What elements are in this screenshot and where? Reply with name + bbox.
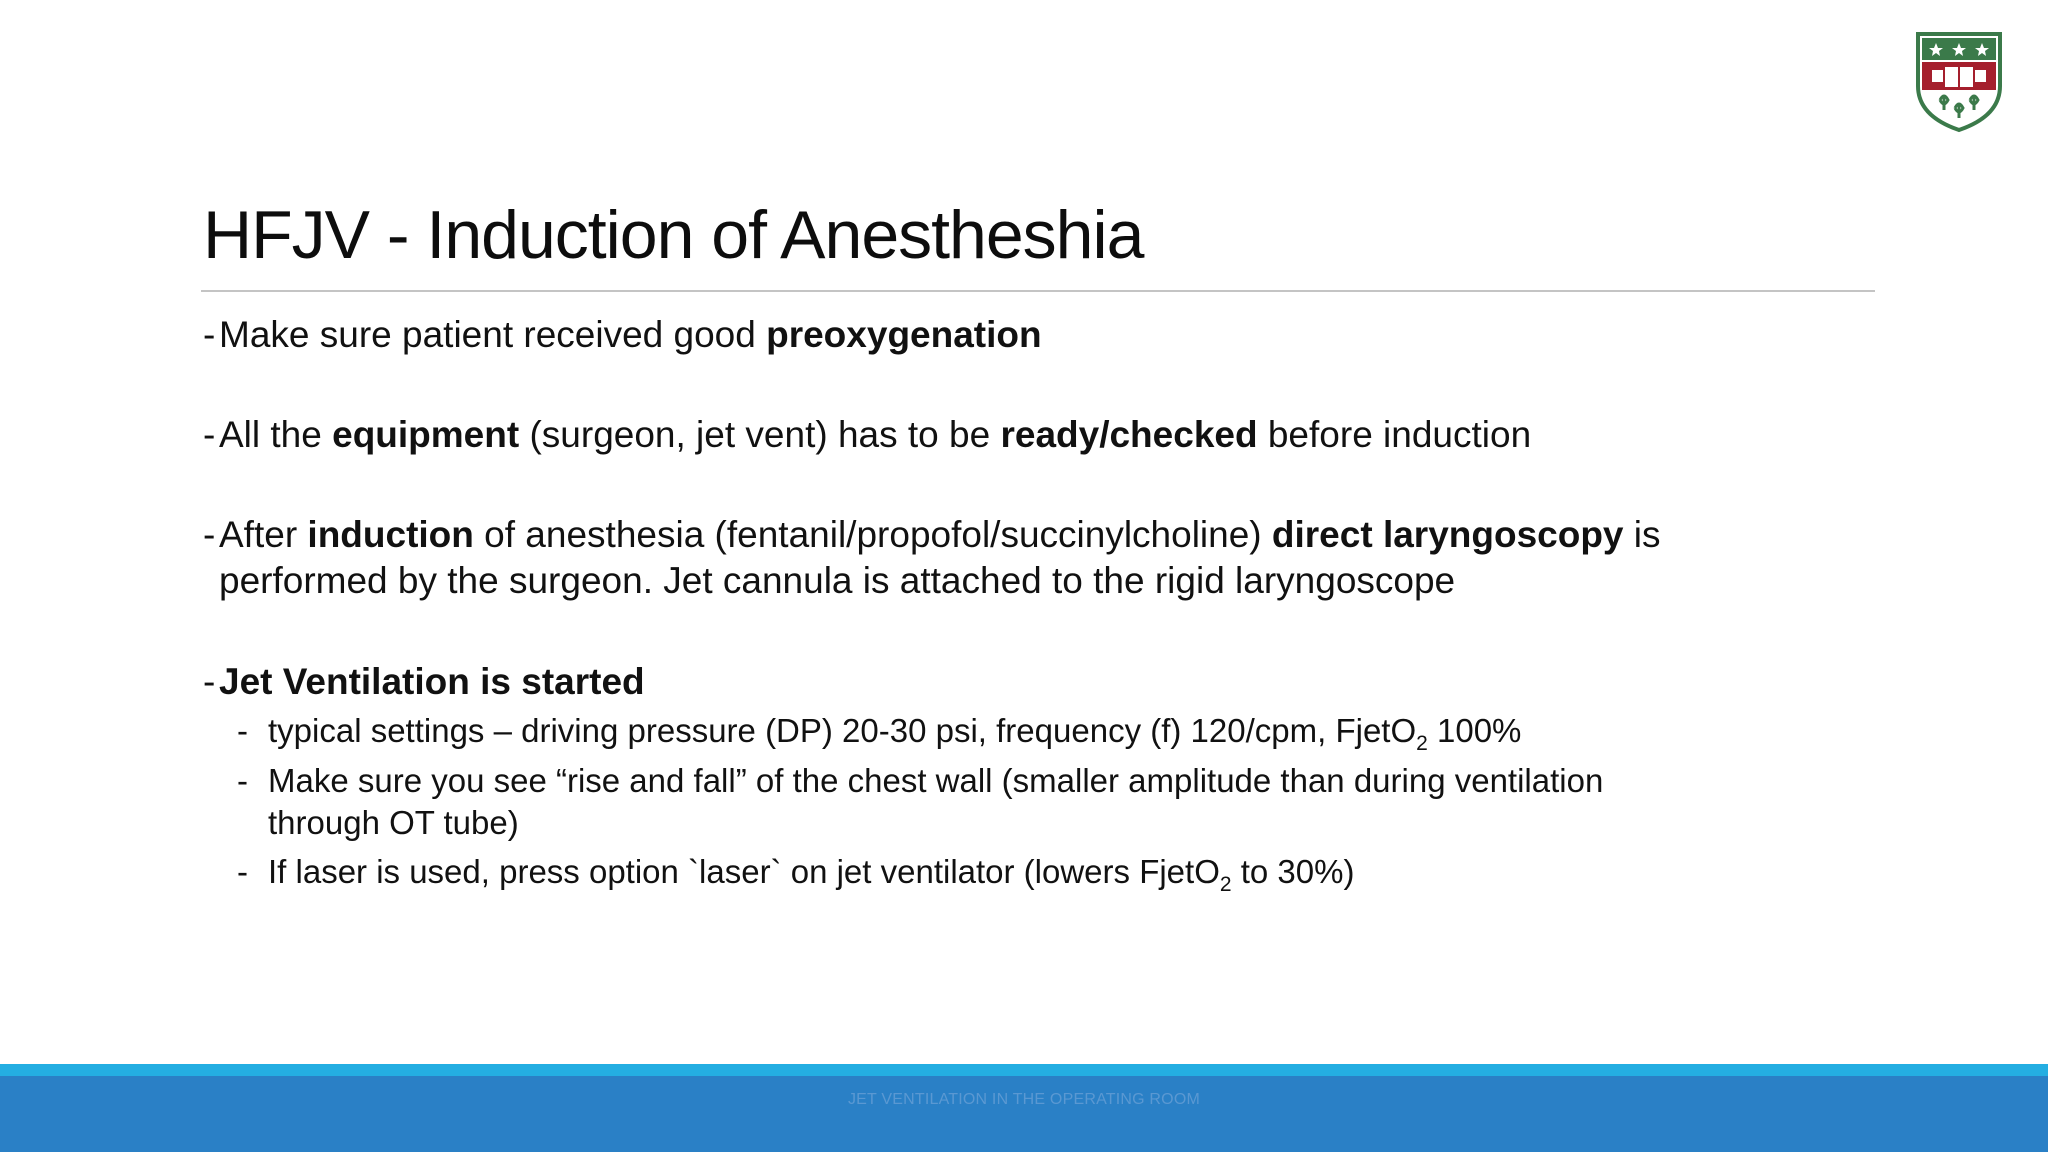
bullet-emphasis: preoxygenation (766, 314, 1042, 355)
bullet-emphasis: direct laryngoscopy (1271, 514, 1624, 555)
subbullet-dash: - (237, 712, 248, 749)
bullet-emphasis: induction (307, 514, 474, 555)
bullet-text: (surgeon, jet vent) has to be (519, 414, 1001, 455)
bullet-text: After (219, 514, 308, 555)
bullet-text: is (1623, 514, 1661, 555)
bullet-dash: - (203, 314, 216, 355)
subbullet-dash: - (237, 853, 248, 890)
subbullet-text: Make sure you see “rise and fall” of the chest wall (smaller amplitude than during ventilation (268, 762, 1604, 799)
subbullet-text: typical settings – driving pressure (DP) 20-30 psi, frequency (f) 120/cpm, FjetO (268, 712, 1417, 749)
bullet-jet-ventilation (203, 659, 645, 705)
subbullet-continuation: through OT tube) (268, 804, 519, 841)
bullet-dash: - (203, 514, 216, 555)
subscript: 2 (1416, 732, 1428, 755)
bullet-preoxygenation (203, 312, 1042, 358)
bullet-emphasis: equipment (332, 414, 520, 455)
subbullet-rise-and-fall (237, 760, 1603, 844)
bullet-continuation: performed by the surgeon. Jet cannula is attached to the rigid laryngoscope (219, 560, 1456, 601)
subbullet-text: If laser is used, press option `laser` on jet ventilator (lowers FjetO (268, 853, 1220, 890)
subbullet-text: 100% (1427, 712, 1522, 749)
bullet-text: Make sure patient received good (219, 314, 767, 355)
subbullet-typical-settings (237, 710, 1522, 755)
footer-accent-stripe (0, 1064, 2048, 1076)
subbullet-text: to 30%) (1231, 853, 1355, 890)
bullet-text: of anesthesia (fentanil/propofol/succinylcholine) (473, 514, 1272, 555)
bullet-emphasis: Jet Ventilation is started (219, 661, 645, 702)
bullet-text: before induction (1257, 414, 1532, 455)
bullet-text: All the (219, 414, 333, 455)
subscript: 2 (1219, 873, 1232, 896)
subbullet-laser (237, 851, 1355, 896)
title-divider (201, 290, 1875, 292)
subbullet-dash: - (237, 762, 248, 799)
bullet-dash: - (203, 661, 216, 702)
university-shield-logo-icon (1914, 30, 2004, 134)
bullet-equipment (203, 412, 1531, 458)
footer-band (0, 1076, 2048, 1152)
bullet-emphasis: ready/checked (1000, 414, 1258, 455)
bullet-induction (203, 512, 1661, 604)
bullet-dash: - (203, 414, 216, 455)
footer-text: JET VENTILATION IN THE OPERATING ROOM (847, 1091, 1201, 1108)
slide-title: HFJV - Induction of Anestheshia (203, 197, 1144, 273)
